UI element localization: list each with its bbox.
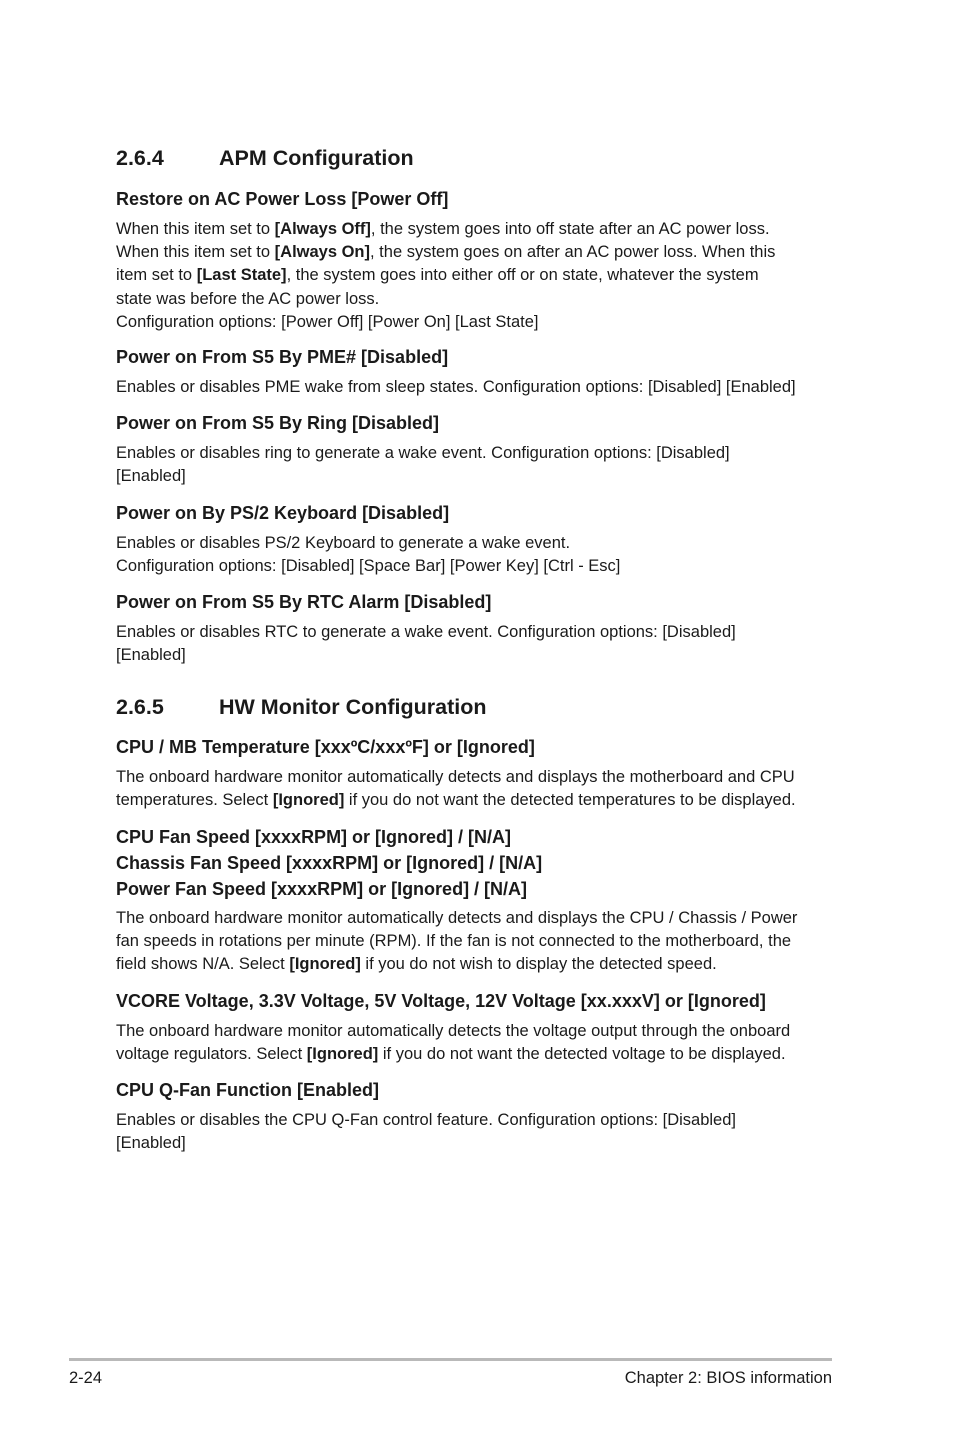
text-line: When this item set to [Always Off], the system goes into off state after an AC power loss. [116, 220, 770, 238]
item-heading-power-fan: Power Fan Speed [xxxxRPM] or [Ignored] / [N/A] [116, 879, 528, 899]
item-desc-voltage [116, 1020, 836, 1066]
item-heading-qfan: CPU Q-Fan Function [Enabled] [116, 1080, 379, 1100]
text-line: The onboard hardware monitor automatically detects the voltage output through the onboard [116, 1022, 791, 1040]
item-desc-ps2 [116, 532, 836, 578]
footer-divider [69, 1358, 832, 1361]
item-desc-pme [116, 376, 836, 399]
item-desc-rtc [116, 621, 836, 667]
section-number: 2.6.5 [116, 695, 164, 719]
text-line: [Enabled] [116, 1134, 186, 1153]
text-line: temperatures. Select [Ignored] if you do not want the detected temperatures to be displayed. [116, 791, 796, 810]
item-desc-fan-speeds [116, 907, 846, 977]
item-heading-restore-ac: Restore on AC Power Loss [Power Off] [116, 189, 449, 209]
text-line: The onboard hardware monitor automatically detects and displays the CPU / Chassis / Power [116, 909, 798, 927]
item-heading-temperature: CPU / MB Temperature [xxxºC/xxxºF] or [Ignored] [116, 737, 535, 757]
item-heading-voltage: VCORE Voltage, 3.3V Voltage, 5V Voltage, 12V Voltage [xx.xxxV] or [Ignored] [116, 991, 766, 1011]
text-line: The onboard hardware monitor automatically detects and displays the motherboard and CPU [116, 768, 795, 786]
text-line: [Enabled] [116, 646, 186, 665]
item-heading-pme: Power on From S5 By PME# [Disabled] [116, 347, 449, 367]
chapter-label: Chapter 2: BIOS information [624, 1369, 832, 1387]
text-line: state was before the AC power loss. [116, 289, 380, 308]
text-line: fan speeds in rotations per minute (RPM). If the fan is not connected to the motherboard, the [116, 932, 792, 951]
item-heading-ps2: Power on By PS/2 Keyboard [Disabled] [116, 503, 450, 523]
text-line: field shows N/A. Select [Ignored] if you do not wish to display the detected speed. [116, 955, 717, 974]
text-line: Configuration options: [Power Off] [Power On] [Last State] [116, 312, 539, 331]
item-heading-fan-speeds [116, 824, 836, 902]
text-line: Enables or disables RTC to generate a wake event. Configuration options: [Disabled] [116, 623, 736, 641]
section-heading-hw-monitor [116, 694, 836, 720]
text-line: Enables or disables PME wake from sleep states. Configuration options: [Disabled] [Enabled] [116, 378, 796, 396]
section-heading-apm [116, 145, 836, 171]
item-heading-cpu-fan: CPU Fan Speed [xxxxRPM] or [Ignored] / [N/A] [116, 827, 512, 847]
page-number: 2-24 [69, 1369, 103, 1387]
item-heading-ring: Power on From S5 By Ring [Disabled] [116, 413, 440, 433]
item-desc-temperature [116, 766, 836, 812]
item-desc-restore-ac [116, 218, 836, 334]
text-line: Enables or disables PS/2 Keyboard to generate a wake event. [116, 534, 571, 552]
text-line: When this item set to [Always On], the system goes on after an AC power loss. When this [116, 243, 776, 262]
item-heading-rtc: Power on From S5 By RTC Alarm [Disabled] [116, 592, 492, 612]
section-number: 2.6.4 [116, 146, 164, 170]
item-desc-ring [116, 442, 836, 488]
text-line: Configuration options: [Disabled] [Space Bar] [Power Key] [Ctrl - Esc] [116, 557, 621, 576]
text-line: voltage regulators. Select [Ignored] if you do not want the detected voltage to be displayed. [116, 1045, 786, 1064]
text-line: Enables or disables ring to generate a wake event. Configuration options: [Disabled] [116, 444, 730, 462]
text-line: [Enabled] [116, 467, 186, 486]
section-title: APM Configuration [219, 146, 414, 170]
item-heading-chassis-fan: Chassis Fan Speed [xxxxRPM] or [Ignored] / [N/A] [116, 853, 543, 873]
text-line: Enables or disables the CPU Q-Fan control feature. Configuration options: [Disabled] [116, 1111, 736, 1129]
section-title: HW Monitor Configuration [219, 695, 487, 719]
item-desc-qfan [116, 1109, 836, 1155]
text-line: item set to [Last State], the system goes into either off or on state, whatever the system [116, 266, 759, 285]
